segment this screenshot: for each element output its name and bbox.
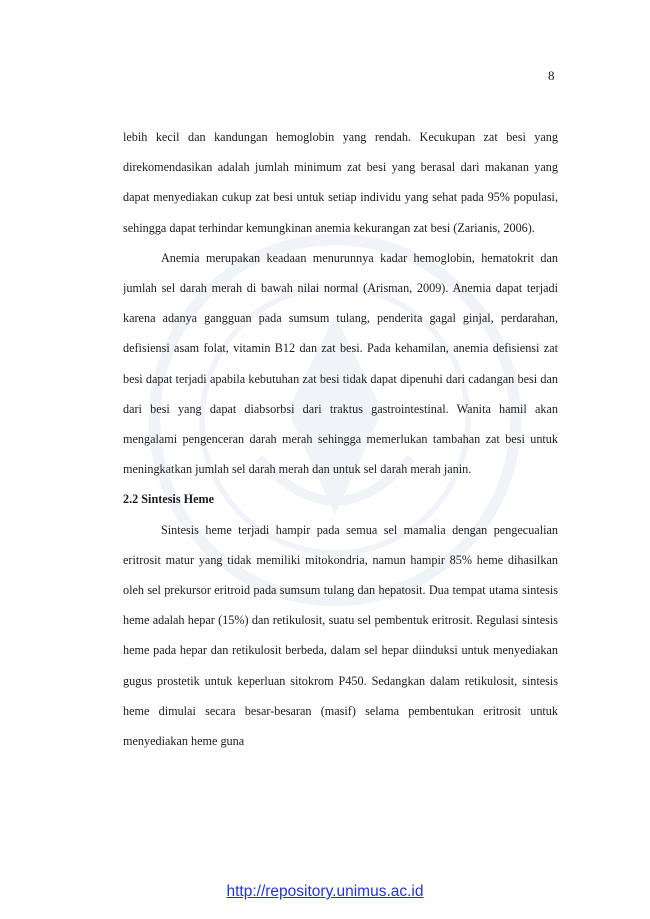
- document-body: [123, 122, 558, 756]
- paragraph-anemia-definition: Anemia merupakan keadaan menurunnya kadar hemoglobin, hematokrit dan jumlah sel darah merah di bawah nilai normal (Arisman, 2009). Anemia dapat terjadi karena adanya gangguan pada sumsum tulang, penderita gagal ginjal, perdarahan, defisiensi asam folat, vitamin B12 dan zat besi. Pada kehamilan, anemia defisiensi zat besi dapat terjadi apabila kebutuhan zat besi tidak dapat dipenuhi dari cadangan besi dan dari besi yang dapat diabsorbsi dari traktus gastrointestinal. Wanita hamil akan mengalami pengenceran darah merah sehingga memerlukan tambahan zat besi untuk meningkatkan jumlah sel darah merah dan untuk sel darah merah janin.: [123, 250, 558, 477]
- footer-repository-link-container: [0, 883, 650, 901]
- paragraph-iron-requirement: lebih kecil dan kandungan hemoglobin yang rendah. Kecukupan zat besi yang direkomendasikan adalah jumlah minimum zat besi yang berasal dari makanan yang dapat menyediakan cukup zat besi untuk setiap individu yang sehat pada 95% populasi, sehingga dapat terhindar kemungkinan anemia kekurangan zat besi (Zarianis, 2006).: [123, 130, 558, 235]
- page-number: 8: [548, 68, 555, 83]
- repository-link[interactable]: http://repository.unimus.ac.id: [226, 883, 424, 900]
- paragraph-heme-synthesis: Sintesis heme terjadi hampir pada semua sel mamalia dengan pengecualian eritrosit matur yang tidak memiliki mitokondria, namun hampir 85% heme dihasilkan oleh sel prekursor eritroid pada sumsum tulang dan hepatosit. Dua tempat utama sintesis heme adalah hepar (15%) dan retikulosit, suatu sel pembentuk eritrosit. Regulasi sintesis heme pada hepar dan retikulosit berbeda, dalam sel hepar diinduksi untuk menyediakan gugus prostetik untuk keperluan sitokrom P450. Sedangkan dalam retikulosit, sintesis heme dimulai secara besar-besaran (masif) selama pembentukan eritrosit untuk menyediakan heme guna: [123, 522, 558, 749]
- section-heading: 2.2 Sintesis Heme: [123, 492, 215, 507]
